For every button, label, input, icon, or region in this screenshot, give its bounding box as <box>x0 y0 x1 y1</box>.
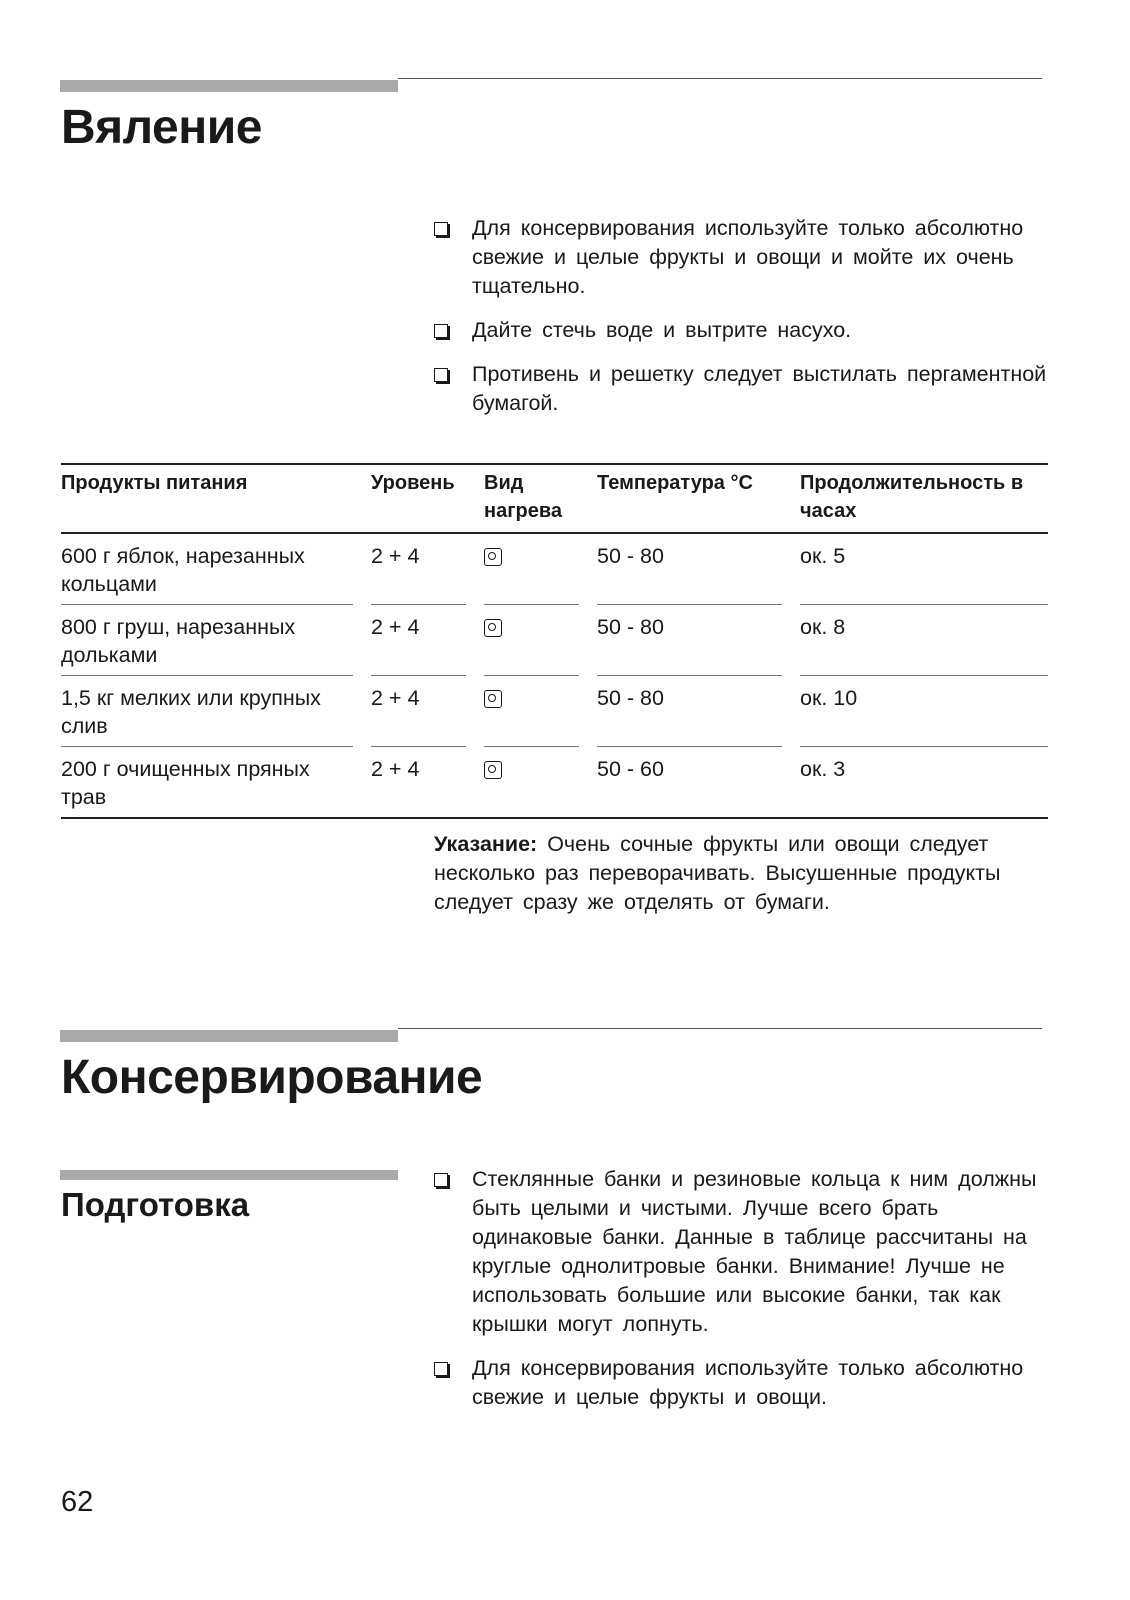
oven-fan-heating-icon <box>484 619 502 637</box>
note-text: Очень сочные фрукты или овощи следует несколько раз переворачивать. Высушенные продукты следует сразу же отделять от бумаги. <box>434 832 1001 914</box>
cell-temperature: 50 - 80 <box>597 542 782 605</box>
checkbox-bullet-icon <box>434 1362 448 1376</box>
bullet-item: Противень и решетку следует выстилать пергаментной бумагой. <box>434 360 1074 418</box>
section-rule-thick <box>60 80 398 92</box>
cell-temperature: 50 - 80 <box>597 613 782 676</box>
bullet-item: Стеклянные банки и резиновые кольца к ним должны быть целыми и чистыми. Лучше всего брать одинаковые банки. Данные в таблице рассчитаны на круглые однолитровые банки. Внимание! Лучше не использовать большие или высокие банки, так как крышки могут лопнуть. <box>434 1165 1049 1339</box>
section-rule-thin <box>398 78 1042 79</box>
table-row <box>61 676 1048 747</box>
cell-temperature: 50 - 80 <box>597 684 782 747</box>
table-row <box>61 605 1048 676</box>
checkbox-bullet-icon <box>434 324 448 338</box>
drying-table <box>61 463 1048 819</box>
cell-level: 2 + 4 <box>371 542 466 605</box>
cell-level: 2 + 4 <box>371 757 420 781</box>
cell-duration: ок. 10 <box>800 684 1048 747</box>
table-header-row <box>61 464 1048 533</box>
cell-level: 2 + 4 <box>371 684 466 747</box>
preparation-bullet-list <box>434 1165 1049 1427</box>
checkbox-bullet-icon <box>434 1173 448 1187</box>
cell-temperature: 50 - 60 <box>597 757 664 781</box>
note-label: Указание: <box>434 832 538 856</box>
bullet-item: Для консервирования используйте только абсолютно свежие и целые фрукты и овощи и мойте их очень тщательно. <box>434 214 1074 301</box>
drying-bullet-list <box>434 214 1074 433</box>
section-rule-thick <box>60 1030 398 1042</box>
cell-duration: ок. 3 <box>800 757 846 781</box>
cell-food: 800 г груш, нарезанных дольками <box>61 613 353 676</box>
checkbox-bullet-icon <box>434 222 448 236</box>
section-title-canning: Консервирование <box>61 1051 483 1104</box>
drying-note <box>434 830 1034 917</box>
oven-fan-heating-icon <box>484 761 502 779</box>
cell-food: 200 г очищенных пряных трав <box>61 757 310 809</box>
bullet-item: Для консервирования используйте только абсолютно свежие и целые фрукты и овощи. <box>434 1354 1049 1412</box>
oven-fan-heating-icon <box>484 548 502 566</box>
section-rule-thin <box>398 1028 1042 1029</box>
header-temperature: Температура °C <box>597 464 800 533</box>
checkbox-bullet-icon <box>434 368 448 382</box>
bullet-item: Дайте стечь воде и вытрите насухо. <box>434 316 1074 345</box>
subsection-title-preparation: Подготовка <box>61 1186 250 1223</box>
header-heating: Вид нагрева <box>484 464 597 533</box>
table-row <box>61 747 1048 818</box>
section-title-drying: Вяление <box>61 101 262 154</box>
table-row <box>61 533 1048 605</box>
header-food: Продукты питания <box>61 464 371 533</box>
cell-food: 600 г яблок, нарезанных кольцами <box>61 542 353 605</box>
subsection-rule-thick <box>60 1170 398 1180</box>
cell-food: 1,5 кг мелких или крупных слив <box>61 684 353 747</box>
cell-duration: ок. 5 <box>800 542 1048 605</box>
header-level: Уровень <box>371 464 484 533</box>
header-duration: Продолжительность в часах <box>800 464 1048 533</box>
cell-duration: ок. 8 <box>800 613 1048 676</box>
oven-fan-heating-icon <box>484 690 502 708</box>
cell-level: 2 + 4 <box>371 613 466 676</box>
page-number: 62 <box>61 1486 94 1518</box>
